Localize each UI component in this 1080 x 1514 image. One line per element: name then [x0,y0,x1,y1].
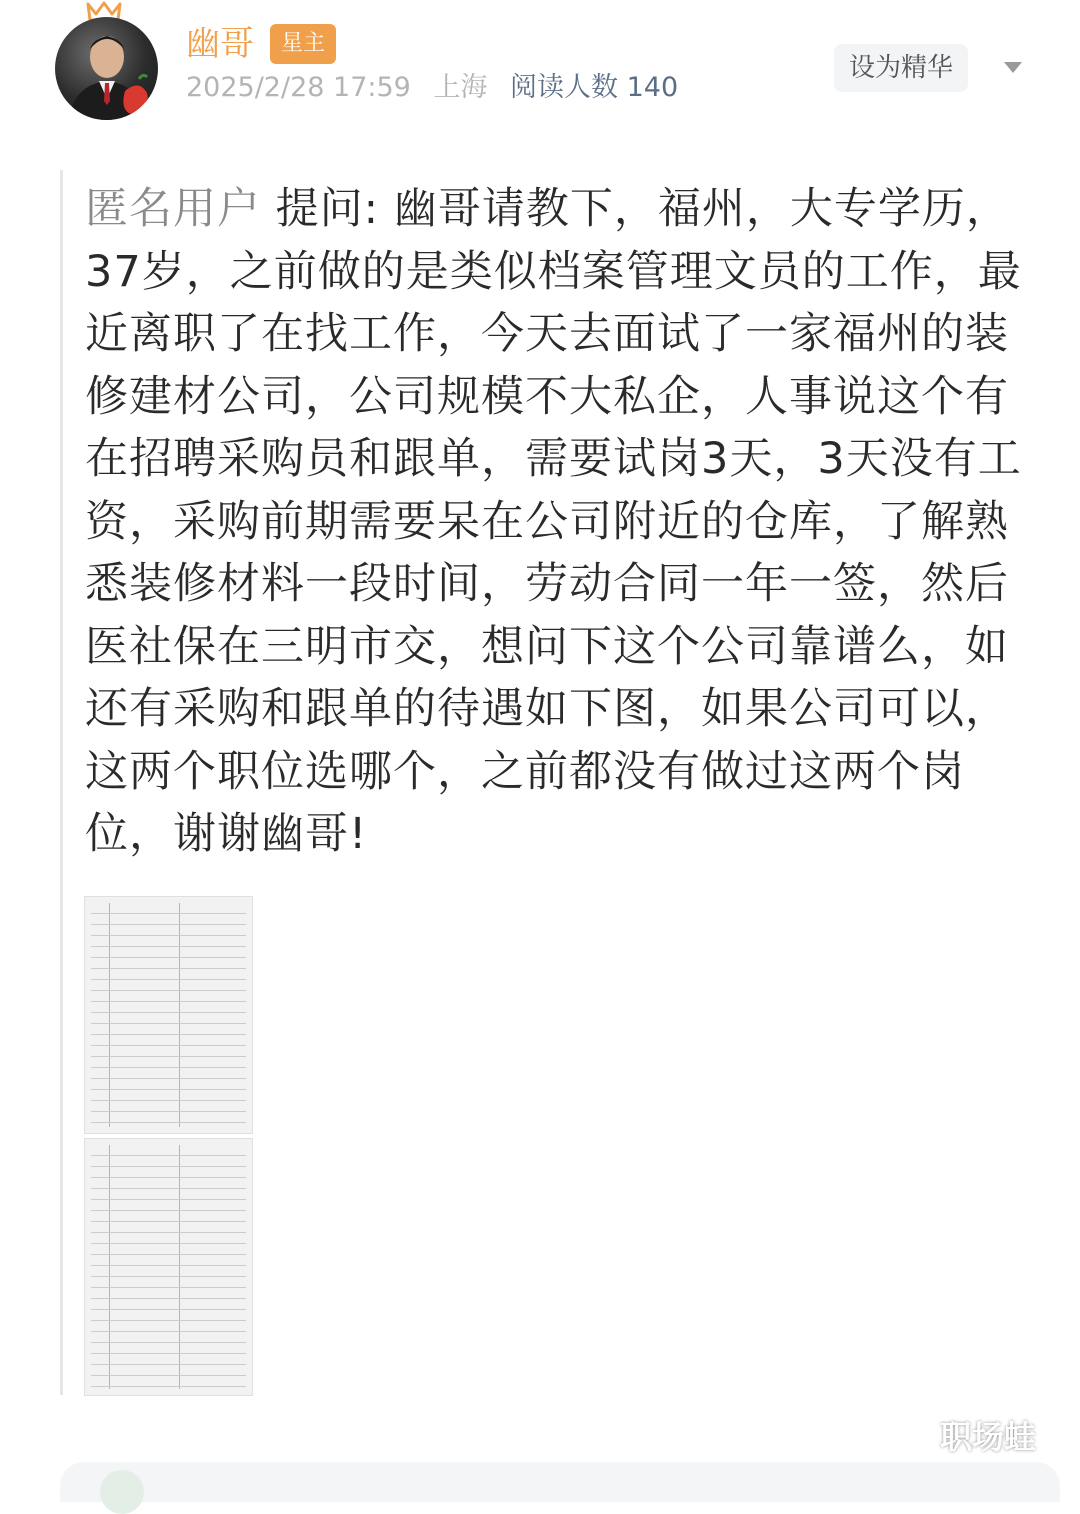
member-badge: 星主 [270,24,336,64]
question-prefix: 提问: [275,184,380,234]
document-image-icon [91,1145,246,1389]
question-text: 幽哥请教下，福州，大专学历，37岁，之前做的是类似档案管理文员的工作，最近离职了在找工作，今天去面试了一家福州的装修建材公司，公司规模不大私企，人事说这个有在招聘采购员和跟单，需要试岗3天，3天没有工资，采购前期需要呆在公司附近的仓库，了解熟悉装修材料一段时间，劳动合同一年一签，然后医社保在三明市交，想问下这个公司靠谱么，如还有采购和跟单的待遇如下图，如果公司可以，这两个职位选哪个，之前都没有做过这两个岗位，谢谢幽哥! [85,184,1022,859]
post-location: 上海 [433,72,488,103]
question-body [85,178,1030,866]
avatar-image [55,17,158,120]
set-featured-button[interactable]: 设为精华 [834,44,968,92]
avatar[interactable] [55,17,158,120]
commenter-avatar [100,1470,144,1514]
asker-name[interactable]: 匿名用户 [85,184,261,234]
read-count[interactable]: 阅读人数 140 [510,72,679,103]
post-meta [186,70,678,106]
attachment-image-2[interactable] [84,1138,253,1396]
post-datetime: 2025/2/28 17:59 [186,72,411,103]
chevron-down-icon[interactable] [1002,58,1024,76]
quote-bar [60,170,63,1395]
author-name[interactable]: 幽哥 [186,24,254,64]
document-image-icon [91,903,246,1127]
attachment-image-1[interactable] [84,896,253,1134]
watermark: 职场蛙 [940,1418,1037,1456]
comment-card [60,1462,1060,1502]
